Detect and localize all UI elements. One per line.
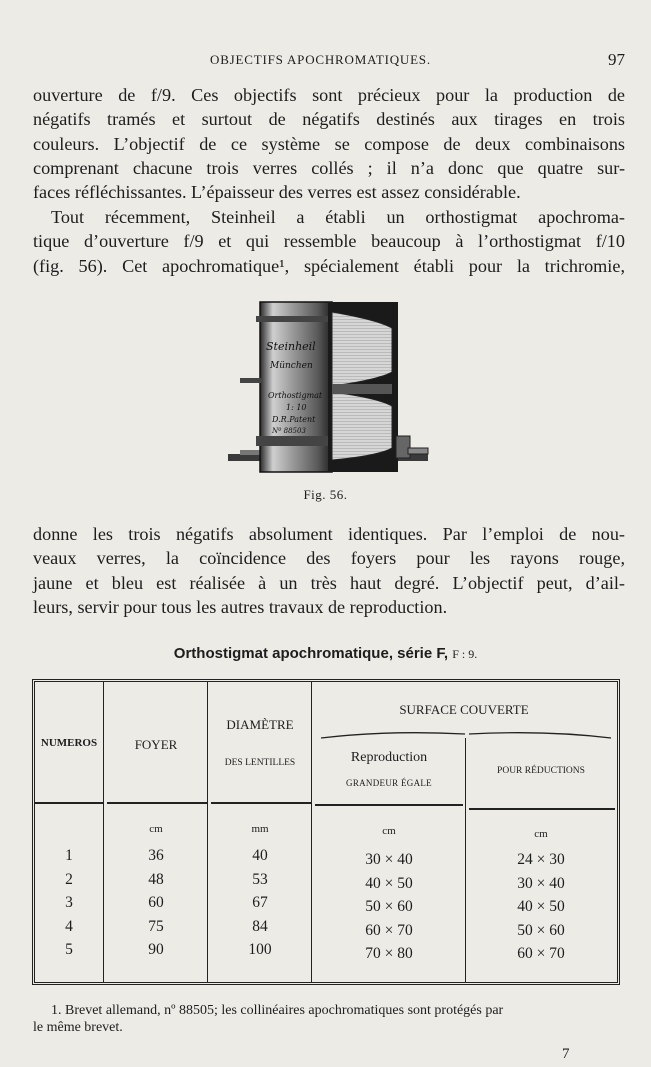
paragraph-2 (33, 205, 625, 278)
header-diametre-sub: DES LENTILLES (224, 758, 296, 768)
header-diametre: DIAMÈTRE (226, 717, 294, 732)
table-cell-reproduction: 30 × 40 (365, 851, 413, 868)
table-cell-diametre: 84 (252, 917, 268, 935)
engraving-text: Steinheil (266, 340, 316, 353)
header-numeros: NUMEROS (40, 737, 98, 749)
text-line: donne les trois négatifs absolument identiques. Par l’emploi de nou- (33, 524, 625, 544)
unit-diametre: mm (251, 823, 269, 835)
text-line: leurs, servir pour tous les autres travaux de reproduction. (33, 596, 448, 617)
text-line: jaune et bleu est réalisée à un très haut degré. L’objectif peut, d’ail- (33, 572, 625, 593)
text-line: veaux verres, la coïncidence des foyers pour les rayons rouge, (33, 548, 625, 569)
table-cell-foyer: 48 (148, 870, 164, 888)
lens-table (32, 679, 620, 985)
table-cell-reproduction: 50 × 60 (365, 898, 413, 915)
engraving-text: Nº 88503 (272, 427, 306, 435)
header-foyer: FOYER (134, 737, 178, 752)
table-cell-foyer: 75 (148, 917, 164, 935)
lens-illustration (228, 298, 430, 476)
paragraph-3 (33, 522, 625, 619)
footnote-line: le même brevet. (33, 1020, 123, 1035)
header-reproduction: Reproduction (350, 750, 428, 765)
table-cell-foyer: 90 (148, 941, 164, 958)
text-line: comprenant chacune trois verres collés ; il n’a donc que quatre sur- (33, 157, 625, 178)
paragraph-1 (33, 83, 625, 204)
footnote-line: 1. Brevet allemand, nº 88505; les collinéaires apochromatiques sont protégés par (51, 1003, 504, 1018)
header-reductions: POUR RÉDUCTIONS (497, 766, 585, 776)
engraving-text: 1: 10 (286, 403, 307, 412)
table-cell-num: 3 (65, 894, 73, 911)
table-cell-num: 5 (65, 941, 73, 958)
header-reproduction-sub: GRANDEUR ÉGALE (346, 778, 432, 788)
table-title-aperture: F : 9. (452, 647, 478, 661)
table-cell-reductions: 30 × 40 (517, 874, 565, 892)
text-line: faces réfléchissantes. L’épaisseur des verres est assez considérable. (33, 182, 521, 203)
header-surface: SURFACE COUVERTE (399, 702, 529, 717)
page-number: 97 (608, 50, 625, 69)
table-cell-reproduction: 70 × 80 (365, 945, 413, 962)
table-cell-reproduction: 60 × 70 (365, 921, 413, 939)
table-cell-diametre: 67 (252, 894, 268, 911)
table-cell-reductions: 24 × 30 (517, 851, 565, 868)
table-cell-diametre: 53 (252, 870, 268, 888)
table-cell-reductions: 60 × 70 (517, 945, 565, 962)
table-cell-num: 4 (65, 917, 73, 935)
table-cell-num: 2 (65, 870, 73, 888)
table-cell-num: 1 (65, 847, 73, 864)
table-cell-foyer: 60 (148, 894, 164, 911)
brace-rule (319, 726, 615, 742)
engraving-text: München (270, 361, 313, 371)
table-cell-foyer: 36 (148, 847, 164, 864)
table-title (0, 645, 651, 662)
footnote (33, 1002, 625, 1036)
engraving-text: D.R.Patent (272, 415, 316, 424)
table-cell-diametre: 40 (252, 847, 268, 864)
table-cell-reductions: 50 × 60 (517, 921, 565, 939)
signature-mark: 7 (562, 1046, 570, 1062)
text-line: ouverture de f/9. Ces objectifs sont précieux pour la production de (33, 85, 625, 105)
running-title: OBJECTIFS APOCHROMATIQUES. (210, 52, 431, 67)
engraving-text: Orthostigmat (268, 391, 323, 400)
text-line: Tout récemment, Steinheil a établi un orthostigmat apochroma- (51, 207, 625, 227)
table-cell-reproduction: 40 × 50 (365, 874, 413, 892)
unit-foyer: cm (149, 823, 163, 835)
table-title-text: Orthostigmat apochromatique, série F, (173, 645, 449, 662)
text-line: (fig. 56). Cet apochromatique¹, spécialement établi pour la trichromie, (33, 255, 625, 276)
text-line: couleurs. L’objectif de ce système se compose de deux combinaisons (33, 133, 625, 154)
table-cell-diametre: 100 (248, 941, 272, 958)
unit-reproduction: cm (382, 825, 396, 837)
text-line: négatifs tramés et surtout de négatifs destinés aux tirages en trois (33, 109, 625, 130)
figure-caption: Fig. 56. (303, 487, 348, 502)
text-line: tique d’ouverture f/9 et qui ressemble beaucoup à l’orthostigmat f/10 (33, 231, 625, 252)
running-head (0, 50, 651, 70)
table-cell-reductions: 40 × 50 (517, 898, 565, 915)
unit-reductions: cm (534, 828, 548, 840)
